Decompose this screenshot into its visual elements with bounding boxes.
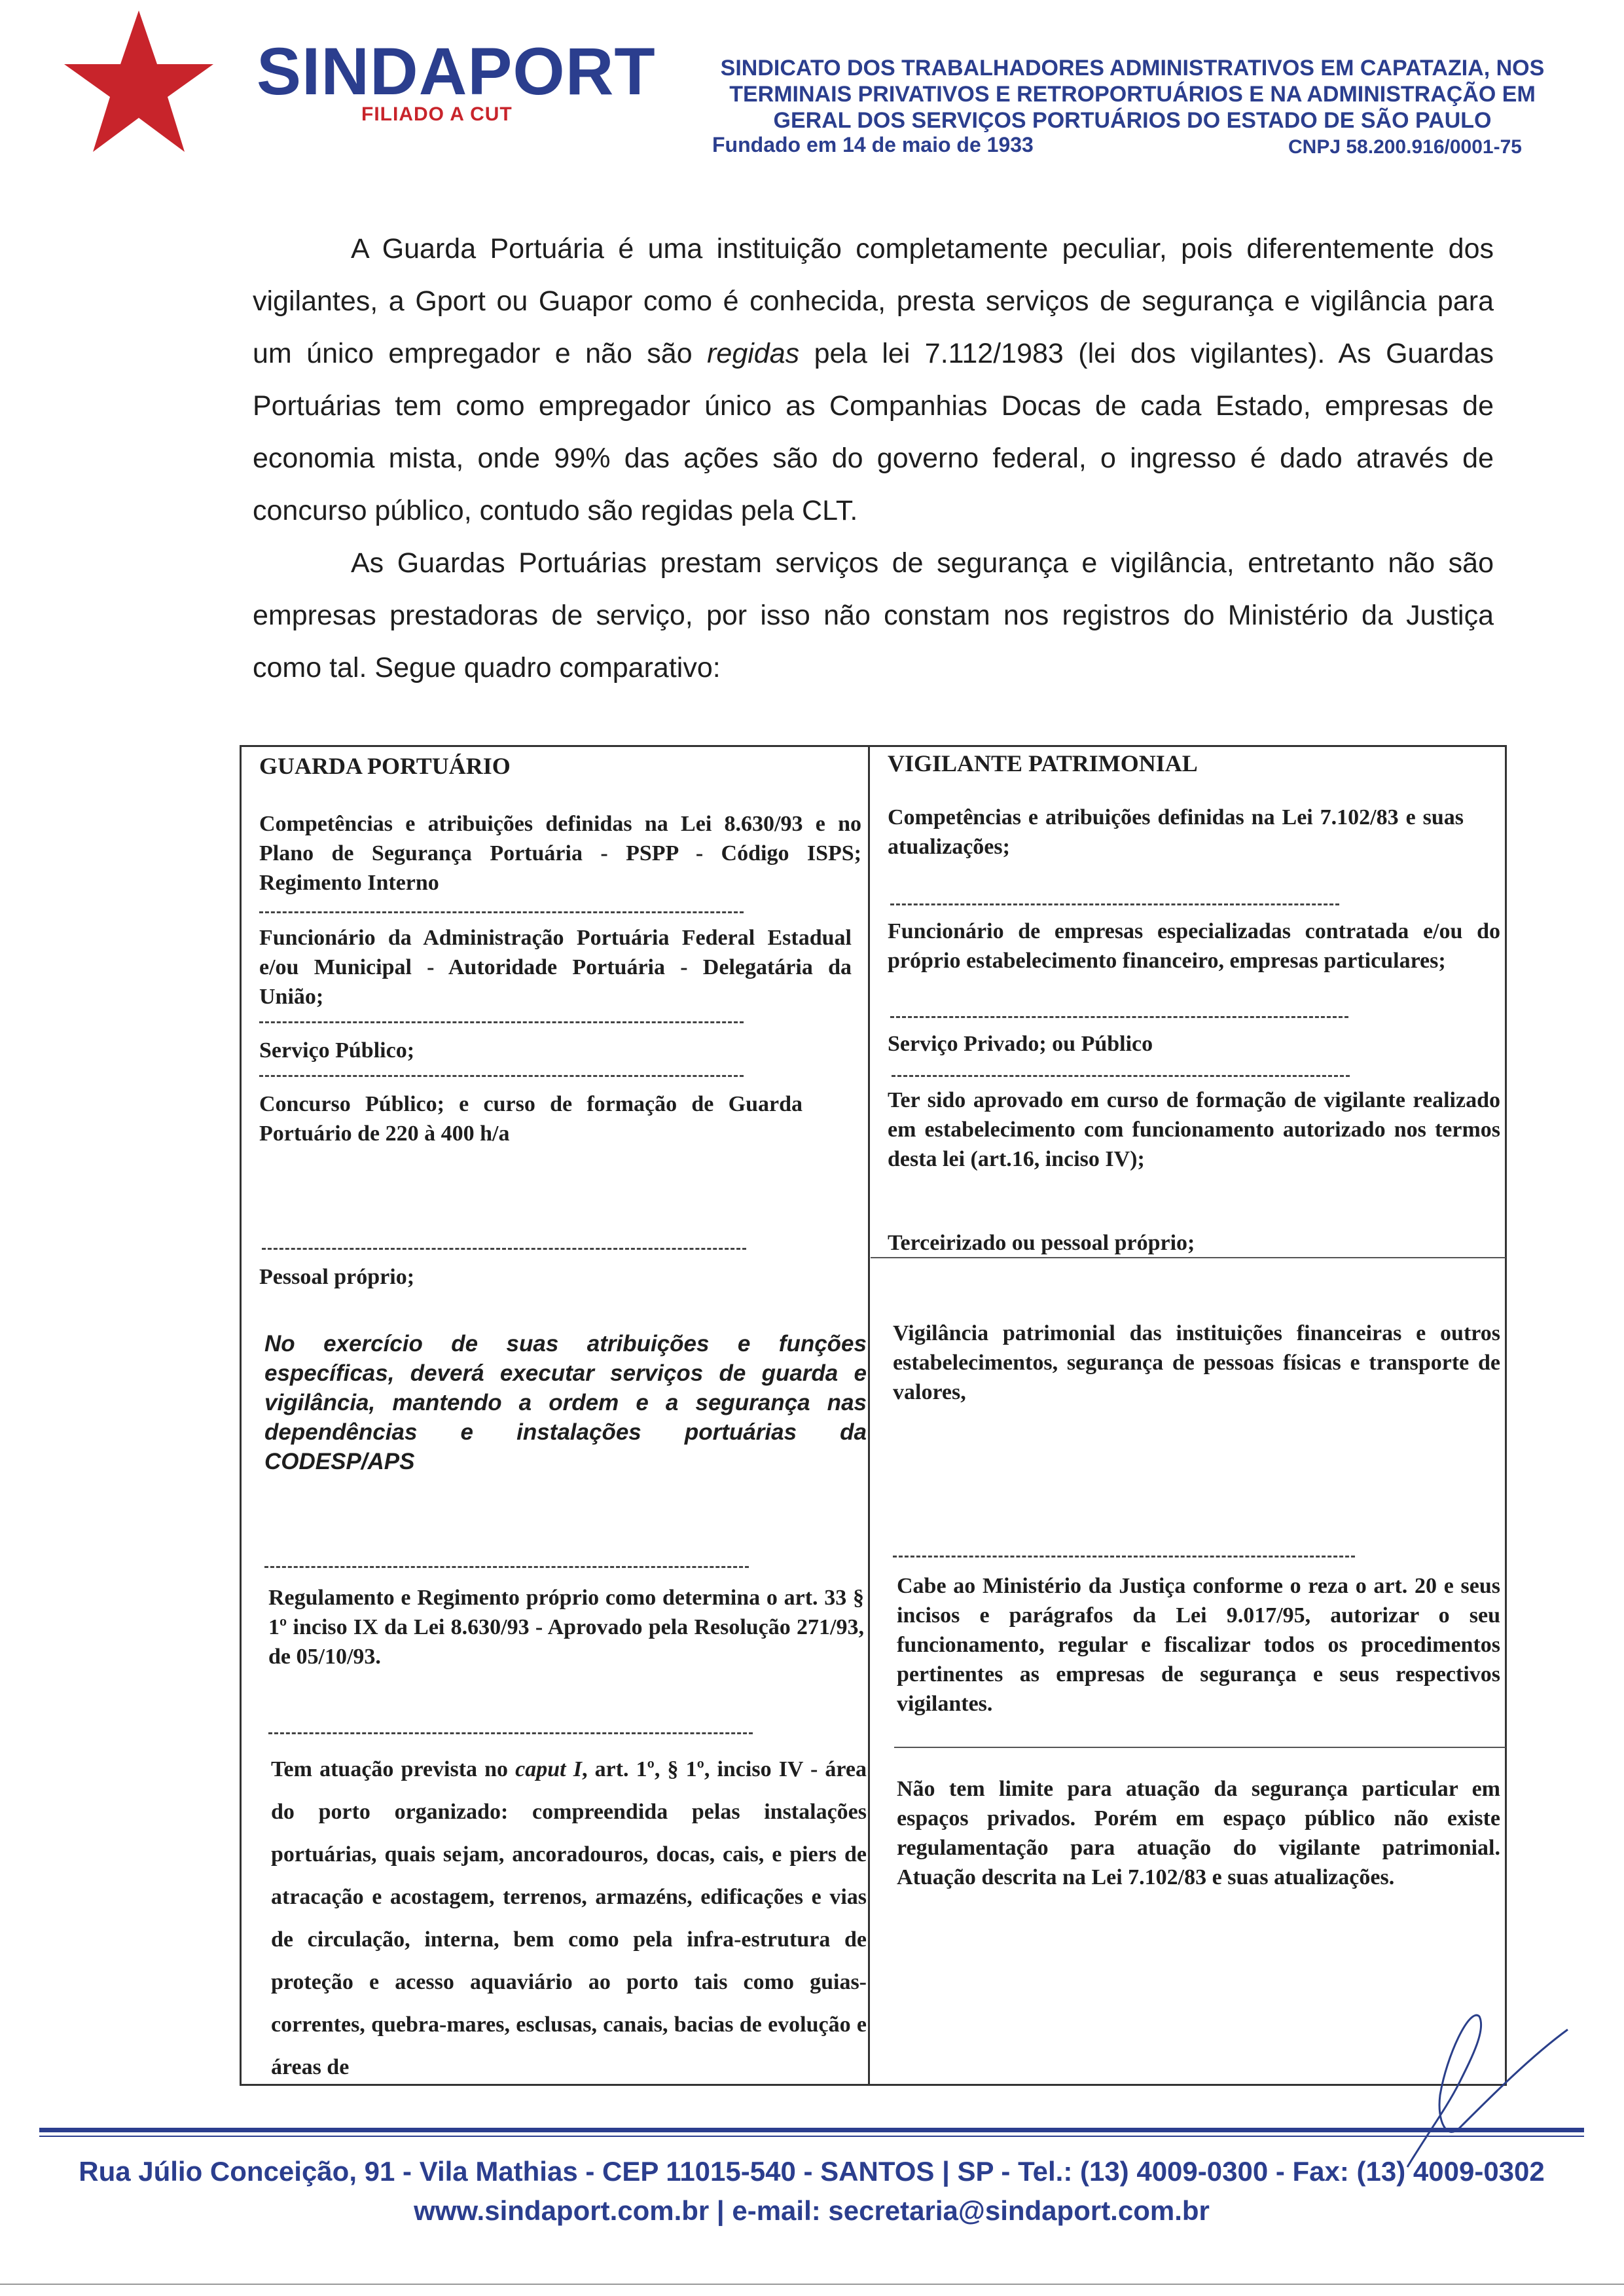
right-column-header: VIGILANTE PATRIMONIAL bbox=[888, 750, 1198, 776]
right-cell-vigilancia: Vigilância patrimonial das instituições financeiras e outros estabelecimentos, segurança de pessoas físicas e transporte de valores, bbox=[893, 1321, 1500, 1404]
paragraph-2: As Guardas Portuárias prestam serviços de segurança e vigilância, entretanto não são empresas prestadoras de serviço, por isso não constam nos registros do Ministério da Justiça como tal. Segue quadro comparativo: bbox=[253, 547, 1494, 683]
star-logo-icon bbox=[60, 7, 217, 157]
row-divider bbox=[893, 1556, 1355, 1558]
right-cell-curso: Ter sido aprovado em curso de formação de vigilante realizado em estabelecimento com funcionamento autorizado nos termos desta lei (art.16, inciso IV); bbox=[888, 1088, 1500, 1171]
signature-mark-icon bbox=[1401, 2003, 1571, 2174]
left-cell-competencias: Competências e atribuições definidas na Lei 8.630/93 e no Plano de Segurança Portuária - PSPP - Código ISPS; Regimento Interno bbox=[259, 812, 861, 895]
row-divider bbox=[268, 1732, 753, 1734]
union-line: SINDICATO DOS TRABALHADORES ADMINISTRATIVOS EM CAPATAZIA, NOS bbox=[720, 56, 1545, 81]
cnpj-number: CNPJ 58.200.916/0001-75 bbox=[1288, 136, 1522, 158]
left-cell-funcionario: Funcionário da Administração Portuária Federal Estadual e/ou Municipal - Autoridade Portuária - Delegatária da União; bbox=[259, 926, 852, 1009]
row-divider bbox=[892, 1075, 1350, 1077]
left-cell-concurso: Concurso Público; e curso de formação de Guarda Portuário de 220 à 400 h/a bbox=[259, 1092, 803, 1146]
left-cell-atuacao: Tem atuação prevista no caput I, art. 1º, § 1º, inciso IV - área do porto organizado: compreendida pelas instalações portuárias, quais sejam, ancoradouros, docas, cais, e piers de atracação e acostagem, terrenos, armazéns, edificações e vias de circulação, interna, bem como pela infra-estrutura de proteção e acesso aquaviário ao porto tais como guias-correntes, quebra-mares, esclusas, canais, bacias de evolução e áreas de bbox=[271, 1757, 867, 2079]
row-divider bbox=[259, 1075, 744, 1077]
union-line: GERAL DOS SERVIÇOS PORTUÁRIOS DO ESTADO DE SÃO PAULO bbox=[773, 108, 1492, 133]
brand-name: SINDAPORT bbox=[257, 34, 656, 109]
left-cell-servico: Serviço Público; bbox=[259, 1038, 415, 1063]
emphasis: regidas bbox=[707, 338, 800, 369]
left-column-header: GUARDA PORTUÁRIO bbox=[259, 753, 511, 779]
row-divider bbox=[262, 1248, 746, 1250]
emphasis: caput I bbox=[515, 1757, 582, 1781]
right-cell-ministerio: Cabe ao Ministério da Justiça conforme o reza o art. 20 e seus incisos e parágrafos da Lei 9.017/95, autorizar o seu funcionamento, regular e fiscalizar todos os procedimentos pertinentes as empresas de segurança e seus respectivos vigilantes. bbox=[897, 1574, 1500, 1716]
affiliation-label: FILIADO A CUT bbox=[361, 103, 513, 125]
row-divider bbox=[890, 1016, 1348, 1018]
footer-rule-thin bbox=[39, 2136, 1584, 2137]
left-cell-exercicio: No exercício de suas atribuições e funções específicas, deverá executar serviços de guarda e vigilância, mantendo a ordem e a segurança nas dependências e instalações portuárias da CODESP/APS bbox=[264, 1331, 867, 1474]
row-divider bbox=[259, 911, 744, 913]
union-full-name bbox=[687, 55, 1578, 134]
table-column-divider bbox=[868, 746, 870, 2086]
footer-address: Rua Júlio Conceição, 91 - Vila Mathias - CEP 11015-540 - SANTOS | SP - Tel.: (13) 4009-0300 - Fax: (13) 4009-0302 bbox=[79, 2156, 1545, 2187]
row-divider bbox=[259, 1021, 744, 1023]
row-divider bbox=[894, 1747, 1506, 1748]
right-cell-limite: Não tem limite para atuação da segurança particular em espaços privados. Porém em espaço público não existe regulamentação para atuação do vigilante patrimonial. Atuação descrita na Lei 7.102/83 e suas atualizações. bbox=[897, 1777, 1500, 1889]
left-cell-pessoal: Pessoal próprio; bbox=[259, 1265, 415, 1289]
row-divider bbox=[871, 1257, 1506, 1258]
left-cell-regulamento: Regulamento e Regimento próprio como determina o art. 33 § 1º inciso IX da Lei 8.630/93 - Aprovado pela Resolução 271/93, de 05/10/93. bbox=[268, 1586, 864, 1669]
founded-date: Fundado em 14 de maio de 1933 bbox=[712, 133, 1034, 156]
paragraph-1: A Guarda Portuária é uma instituição completamente peculiar, pois diferentemente dos vigilantes, a Gport ou Guapor como é conhecida, presta serviços de segurança e vigilância para um único empregador e não são regidas pela lei 7.112/1983 (lei dos vigilantes). As Guardas Portuárias tem como empregador único as Companhias Docas de cada Estado, empresas de economia mista, onde 99% das ações são do governo federal, o ingresso é dado através de concurso público, contudo são regidas pela CLT. bbox=[253, 233, 1494, 526]
row-divider bbox=[890, 903, 1339, 905]
right-cell-competencias: Competências e atribuições definidas na Lei 7.102/83 e suas atualizações; bbox=[888, 805, 1464, 859]
footer-web-email: www.sindaport.com.br | e-mail: secretaria@sindaport.com.br bbox=[414, 2195, 1210, 2226]
right-cell-terceirizado: Terceirizado ou pessoal próprio; bbox=[888, 1231, 1195, 1255]
union-line: TERMINAIS PRIVATIVOS E RETROPORTUÁRIOS E NA ADMINISTRAÇÃO EM bbox=[729, 82, 1536, 107]
row-divider bbox=[264, 1566, 749, 1568]
page-bottom-edge bbox=[0, 2284, 1624, 2285]
right-cell-servico: Serviço Privado; ou Público bbox=[888, 1032, 1153, 1056]
right-cell-funcionario: Funcionário de empresas especializadas contratada e/ou do próprio estabelecimento financeiro, empresas particulares; bbox=[888, 919, 1500, 973]
body-text bbox=[253, 223, 1494, 694]
footer-rule bbox=[39, 2128, 1584, 2132]
